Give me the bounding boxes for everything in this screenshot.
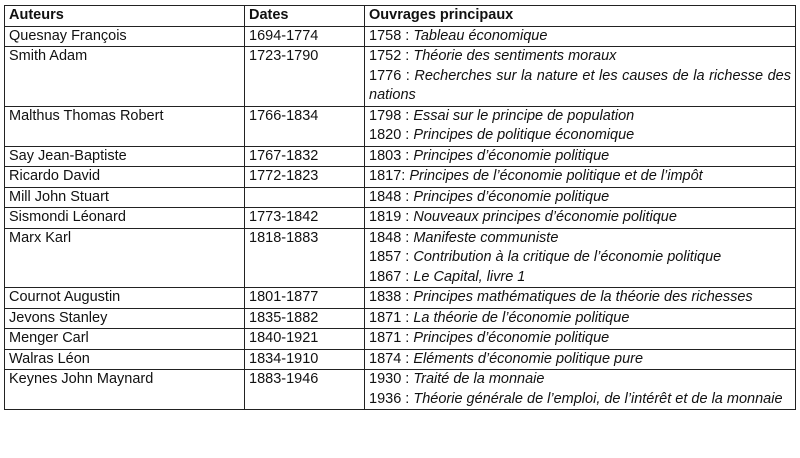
- author-cell: Keynes John Maynard: [5, 370, 245, 410]
- table-body: [5, 26, 796, 410]
- works-cell: [365, 349, 796, 370]
- work-year: 1776 :: [369, 67, 415, 84]
- work-entry: [369, 167, 791, 187]
- author-cell: Quesnay François: [5, 26, 245, 47]
- work-entry: [369, 329, 791, 349]
- work-entry: [369, 288, 791, 308]
- work-year: 1803 :: [369, 147, 414, 164]
- work-year: 1817:: [369, 168, 410, 184]
- work-title: Principes d’économie politique: [413, 147, 610, 164]
- work-entry: [369, 107, 791, 127]
- work-year: 1798 :: [369, 107, 414, 124]
- dates-cell: 1723-1790: [245, 47, 365, 107]
- work-year: 1848 :: [369, 229, 414, 246]
- works-cell: [365, 370, 796, 410]
- dates-cell: 1772-1823: [245, 167, 365, 188]
- works-cell: [365, 208, 796, 229]
- works-cell: [365, 308, 796, 329]
- work-entry: [369, 309, 791, 329]
- work-year: 1848 :: [369, 188, 414, 205]
- work-entry: [369, 390, 791, 410]
- work-title: La théorie de l’économie politique: [413, 309, 630, 326]
- work-entry: [369, 47, 791, 67]
- dates-cell: 1773-1842: [245, 208, 365, 229]
- work-year: 1838 :: [369, 289, 414, 305]
- table-row: [5, 329, 796, 350]
- table-row: [5, 208, 796, 229]
- dates-cell: 1840-1921: [245, 329, 365, 350]
- work-entry: [369, 188, 791, 208]
- work-year: 1871 :: [369, 309, 414, 326]
- work-entry: [369, 229, 791, 249]
- dates-cell: 1766-1834: [245, 106, 365, 146]
- author-cell: Jevons Stanley: [5, 308, 245, 329]
- dates-cell: 1767-1832: [245, 146, 365, 167]
- header-works: Ouvrages principaux: [365, 6, 796, 27]
- work-title: Manifeste communiste: [413, 229, 559, 246]
- header-row: [5, 6, 796, 27]
- dates-cell: 1694-1774: [245, 26, 365, 47]
- table-row: [5, 370, 796, 410]
- works-cell: [365, 106, 796, 146]
- work-entry: [369, 126, 791, 146]
- work-year: 1758 :: [369, 27, 414, 44]
- work-title: Principes mathématiques de la théorie des richesses: [413, 289, 753, 305]
- works-cell: [365, 228, 796, 288]
- table-row: [5, 187, 796, 208]
- work-entry: [369, 208, 791, 228]
- works-cell: [365, 187, 796, 208]
- work-year: 1857 :: [369, 249, 414, 265]
- author-cell: Ricardo David: [5, 167, 245, 188]
- table-row: [5, 167, 796, 188]
- works-cell: [365, 329, 796, 350]
- table-row: [5, 47, 796, 107]
- work-title: Eléments d’économie politique pure: [413, 350, 644, 367]
- dates-cell: [245, 187, 365, 208]
- work-title: Essai sur le principe de population: [413, 107, 635, 124]
- dates-cell: 1883-1946: [245, 370, 365, 410]
- work-title: Principes de politique économique: [413, 127, 635, 143]
- dates-cell: 1801-1877: [245, 288, 365, 309]
- author-cell: Walras Léon: [5, 349, 245, 370]
- work-title: Théorie générale de l’emploi, de l’intérêt et de la monnaie: [413, 390, 783, 407]
- works-cell: [365, 26, 796, 47]
- work-entry: [369, 268, 791, 288]
- work-entry: [369, 370, 791, 390]
- work-entry: [369, 248, 791, 268]
- work-year: 1752 :: [369, 48, 414, 64]
- work-entry: [369, 350, 791, 370]
- work-year: 1930 :: [369, 371, 414, 387]
- header-authors: Auteurs: [5, 6, 245, 27]
- work-title: Théorie des sentiments moraux: [413, 48, 617, 64]
- header-dates: Dates: [245, 6, 365, 27]
- table-row: [5, 26, 796, 47]
- works-cell: [365, 47, 796, 107]
- work-entry: [369, 147, 791, 167]
- work-title: Nouveaux principes d’économie politique: [413, 209, 677, 225]
- table-row: [5, 146, 796, 167]
- work-year: 1871 :: [369, 330, 414, 346]
- author-cell: Sismondi Léonard: [5, 208, 245, 229]
- author-cell: Say Jean-Baptiste: [5, 146, 245, 167]
- author-cell: Marx Karl: [5, 228, 245, 288]
- author-cell: Menger Carl: [5, 329, 245, 350]
- work-entry: [369, 67, 791, 106]
- table-row: [5, 228, 796, 288]
- dates-cell: 1818-1883: [245, 228, 365, 288]
- work-title: Le Capital, livre 1: [413, 268, 526, 285]
- table-row: [5, 308, 796, 329]
- work-title: Traité de la monnaie: [413, 371, 545, 387]
- economists-table: [4, 5, 796, 410]
- work-year: 1820 :: [369, 127, 414, 143]
- work-entry: [369, 27, 791, 47]
- works-cell: [365, 167, 796, 188]
- work-title: Recherches sur la nature et les causes de la richesse des nations: [369, 67, 791, 103]
- author-cell: Malthus Thomas Robert: [5, 106, 245, 146]
- work-year: 1874 :: [369, 350, 414, 367]
- dates-cell: 1834-1910: [245, 349, 365, 370]
- table-row: [5, 288, 796, 309]
- table-row: [5, 349, 796, 370]
- work-year: 1867 :: [369, 268, 414, 285]
- work-title: Principes de l’économie politique et de l’impôt: [409, 168, 703, 184]
- work-year: 1819 :: [369, 209, 414, 225]
- table-row: [5, 106, 796, 146]
- work-year: 1936 :: [369, 390, 414, 407]
- work-title: Tableau économique: [413, 27, 548, 44]
- author-cell: Cournot Augustin: [5, 288, 245, 309]
- work-title: Principes d’économie politique: [413, 188, 610, 205]
- dates-cell: 1835-1882: [245, 308, 365, 329]
- author-cell: Mill John Stuart: [5, 187, 245, 208]
- author-cell: Smith Adam: [5, 47, 245, 107]
- work-title: Contribution à la critique de l’économie politique: [413, 249, 722, 265]
- works-cell: [365, 288, 796, 309]
- works-cell: [365, 146, 796, 167]
- work-title: Principes d’économie politique: [413, 330, 610, 346]
